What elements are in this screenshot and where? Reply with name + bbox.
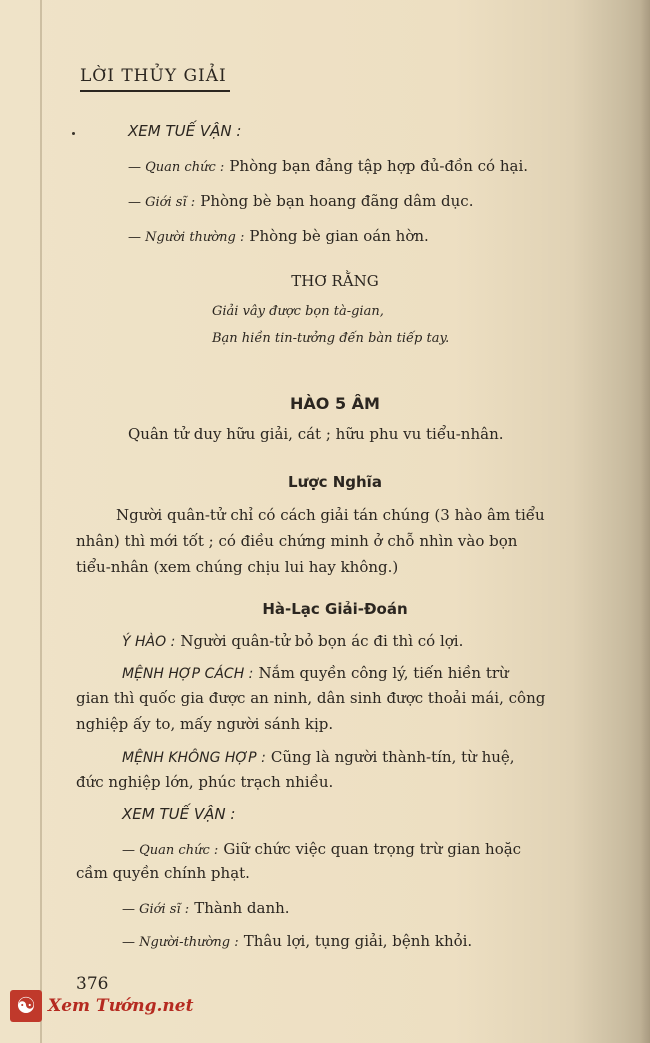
paragraph-line: nhân) thì mới tốt ; có điều chứng minh ở chỗ nhìn vào bọn (76, 532, 518, 550)
hao-title: HÀO 5 ÂM (290, 394, 380, 413)
item-text: Giữ chức việc quan trọng trừ gian hoặc (223, 840, 522, 858)
menh-khong-line (122, 747, 515, 766)
menh-hop-text: Nắm quyền công lý, tiến hiền trừ (258, 664, 509, 682)
logo-text: Xem Tướng.net (48, 996, 194, 1016)
luoc-nghia-title: Lược Nghĩa (288, 473, 382, 491)
paragraph-line: Người quân-tử chỉ có cách giải tán chúng (3 hào âm tiểu (116, 506, 545, 524)
menh-khong-label: MỆNH KHÔNG HỢP : (122, 750, 266, 766)
poem-line: Giải vây được bọn tà-gian, (212, 304, 384, 319)
list-item (128, 156, 528, 175)
y-hao-label: Ý HÀO : (122, 634, 176, 650)
poem-line: Bạn hiền tin-tưởng đến bàn tiếp tay. (212, 331, 450, 346)
page-number: 376 (76, 974, 109, 994)
menh-khong-text: Cũng là người thành-tín, từ huệ, (270, 748, 515, 766)
y-hao-line (122, 631, 463, 650)
y-hao-text: Người quân-tử bỏ bọn ác đi thì có lợi. (180, 632, 464, 650)
item-label: — Người-thường : (122, 935, 239, 950)
page-fold-line (40, 0, 42, 1043)
menh-hop-label: MỆNH HỢP CÁCH : (122, 666, 254, 682)
site-logo[interactable] (10, 990, 193, 1022)
item-text: Phòng bè gian oán hờn. (249, 227, 429, 245)
ha-lac-title: Hà-Lạc Giải-Đoán (262, 600, 408, 618)
paragraph-line: nghiệp ấy to, mấy người sánh kịp. (76, 715, 334, 733)
yin-yang-icon: ☯ (10, 990, 42, 1022)
item-text: Phòng bạn đảng tập hợp đủ-đồn có hại. (229, 157, 529, 175)
item-text: Thâu lợi, tụng giải, bệnh khỏi. (243, 932, 473, 950)
hao-quote: Quân tử duy hữu giải, cát ; hữu phu vu tiểu-nhân. (128, 425, 504, 443)
item-text: Thành danh. (194, 899, 290, 917)
item-label: — Quan chức : (122, 843, 219, 858)
poem-title: THƠ RẰNG (291, 272, 379, 290)
item-label: — Giới sĩ : (128, 195, 196, 210)
book-edge (640, 0, 650, 1043)
list-item (122, 898, 290, 917)
list-item (128, 226, 429, 245)
bullet-dot (72, 132, 75, 135)
paragraph-line: cầm quyền chính phạt. (76, 864, 250, 882)
menh-hop-line (122, 663, 509, 682)
item-label: — Giới sĩ : (122, 902, 190, 917)
list-item (122, 931, 472, 950)
item-label: — Quan chức : (128, 160, 225, 175)
header-underline (80, 90, 230, 92)
paragraph-line: đức nghiệp lớn, phúc trạch nhiều. (76, 773, 334, 791)
paragraph-line: tiểu-nhân (xem chúng chịu lui hay không.) (76, 558, 399, 576)
list-item (128, 191, 473, 210)
list-item (122, 839, 521, 858)
paragraph-line: gian thì quốc gia được an ninh, dân sinh được thoải mái, công (76, 689, 546, 707)
item-text: Phòng bè bạn hoang đãng dâm dục. (200, 192, 474, 210)
section-heading-xem-tue-van: XEM TUẾ VẬN : (128, 122, 242, 140)
running-header: LỜI THỦY GIẢI (80, 66, 227, 86)
item-label: — Người thường : (128, 230, 245, 245)
section-heading-xem-tue-van: XEM TUẾ VẬN : (122, 805, 236, 823)
